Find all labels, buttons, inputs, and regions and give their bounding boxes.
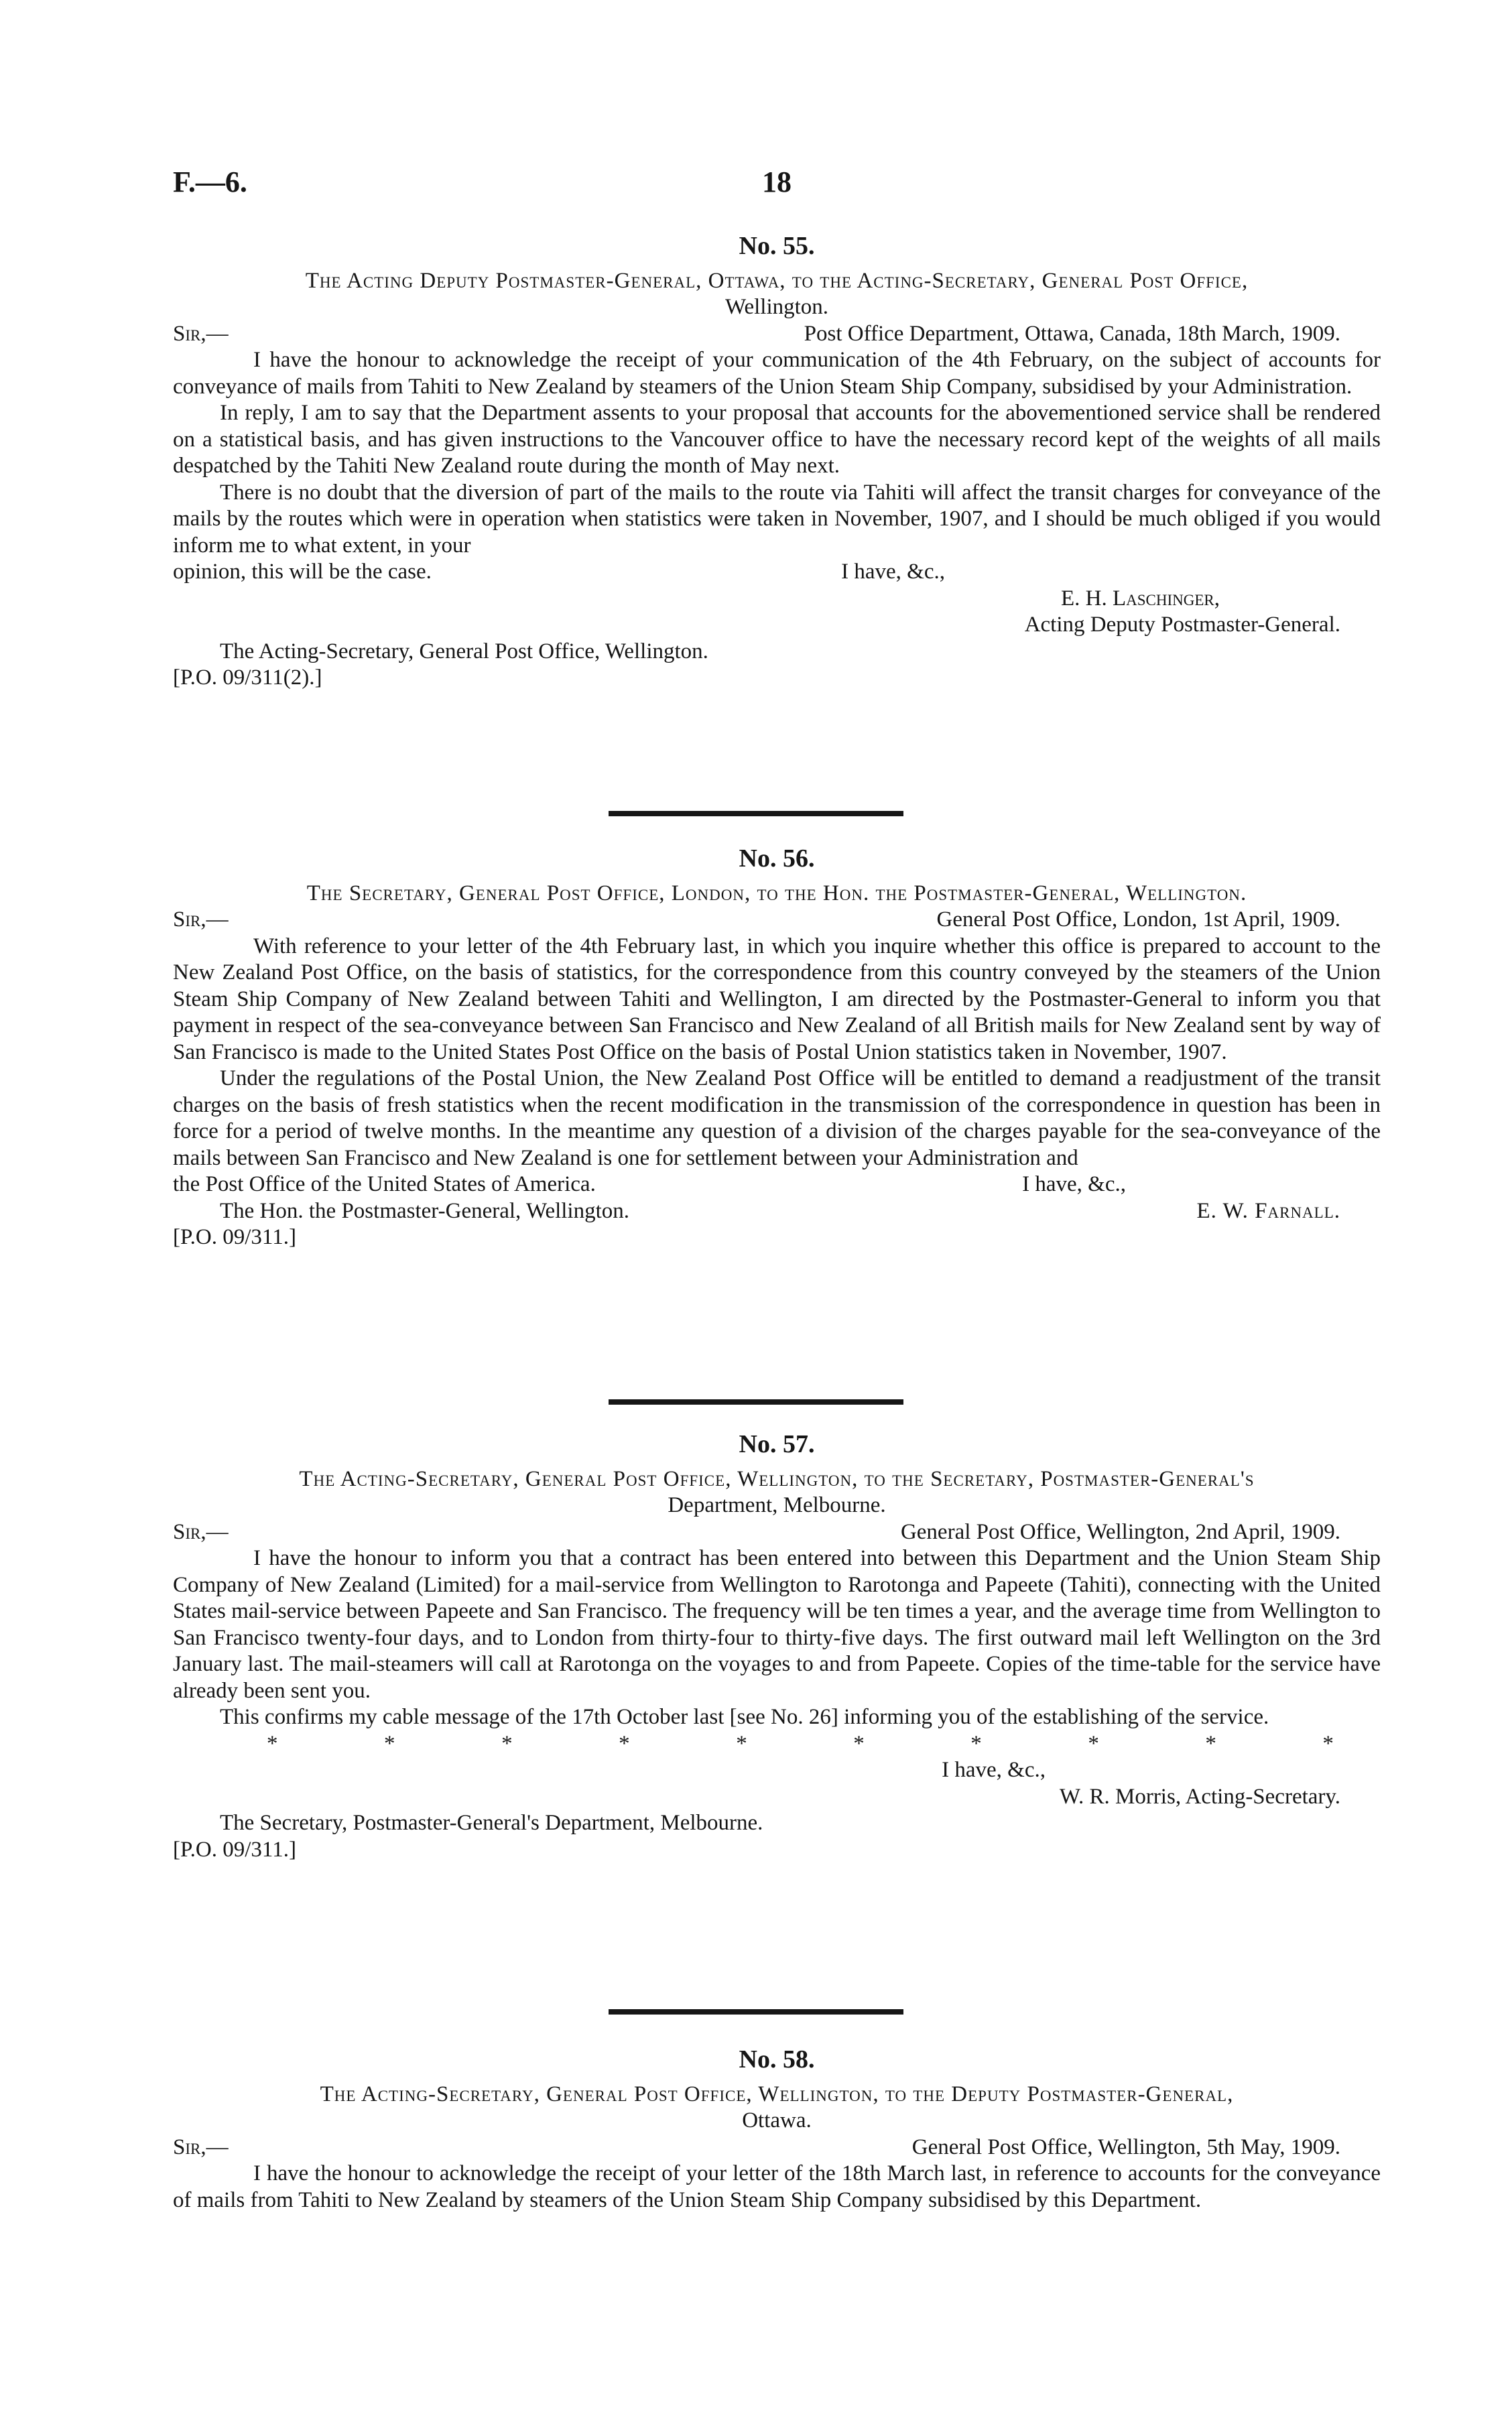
page-number: 18 (762, 166, 792, 198)
letter-heading-line-2: Ottawa. (742, 2108, 812, 2132)
letter-heading-line-1: The Secretary, General Post Office, London, to the Hon. the Postmaster-General, Wellington. (306, 881, 1247, 905)
paragraph-2: This confirms my cable message of the 17th October last [see No. 26] informing you of the establishing of the service. (220, 1705, 1269, 1729)
section-divider (609, 2009, 903, 2015)
dateline: Post Office Department, Ottawa, Canada, 18th March, 1909. (804, 321, 1340, 346)
letter-number: No. 55. (739, 232, 815, 260)
closing: I have, &c., (841, 560, 945, 584)
letter-heading-line-1: The Acting-Secretary, General Post Office, Wellington, to the Deputy Postmaster-General, (320, 2082, 1234, 2106)
letter-number: No. 57. (739, 1430, 815, 1458)
letter-55 (173, 233, 1381, 692)
section-divider (609, 811, 903, 816)
letter-57 (173, 1431, 1381, 1863)
star: * (267, 1731, 278, 1756)
dateline: General Post Office, Wellington, 2nd April, 1909. (900, 1519, 1340, 1544)
star: * (619, 1731, 630, 1756)
letter-heading-line-1: The Acting Deputy Postmaster-General, Ottawa, to the Acting-Secretary, General Post Office, (305, 268, 1249, 293)
salutation: Sir,— (173, 1519, 229, 1544)
paragraph-1: I have the honour to inform you that a contract has been entered into between this Department and the Union Steam Ship Company of New Zealand (Limited) for a mail-service from Wellington to Rarotonga and Papeete (Tahiti), connecting with the United States mail-service between Papeete and San Francisco. The frequency will be ten times a year, and the average time from Wellington to San Francisco twenty-four days, and to London from thirty-four to thirty-five days. The first outward mail left Wellington on the 3rd January last. The mail-steamers will call at Rarotonga on the voyages to and from Papeete. Copies of the time-table for the service have already been sent you. (173, 1546, 1381, 1703)
file-reference: [P.O. 09/311(2).] (173, 665, 322, 690)
salutation-row (173, 907, 1381, 934)
signature-title: Acting Deputy Postmaster-General. (1024, 613, 1340, 637)
star: * (853, 1731, 865, 1756)
signature-name: E. H. Laschinger, (1060, 586, 1220, 611)
paragraph-2: Under the regulations of the Postal Union, the New Zealand Post Office will be entitled to demand a readjustment of the transit charges on the basis of fresh statistics when the recent modification in the transmission of the correspondence in question has been in force for a period of twelve months. In the meantime any question of a division of the charges payable for the sea-conveyance of the mails between San Francisco and New Zealand is one for settlement between your Administration and (173, 1066, 1381, 1170)
star: * (1322, 1731, 1334, 1756)
ellipsis-stars (173, 1731, 1381, 1758)
closing-row (173, 559, 1381, 586)
closing: I have, &c., (1022, 1172, 1126, 1196)
addressee: The Hon. the Postmaster-General, Wellington. (220, 1198, 630, 1223)
paragraph-2: In reply, I am to say that the Department assents to your proposal that accounts for the abovementioned service shall be rendered on a statistical basis, and has given instructions to the Vancouver office to have the necessary record kept of the weights of all mails despatched by the Tahiti New Zealand route during the month of May next. (173, 401, 1381, 478)
paragraph-2-last-line: the Post Office of the United States of America. (173, 1172, 596, 1196)
signature-row (173, 1198, 1381, 1225)
signature: W. R. Morris, Acting-Secretary. (1059, 1784, 1340, 1809)
star: * (384, 1731, 395, 1756)
letter-56 (173, 846, 1381, 1251)
closing-row (173, 1171, 1381, 1198)
letter-heading-line-1: The Acting-Secretary, General Post Office, Wellington, to the Secretary, Postmaster-General's (299, 1466, 1255, 1491)
salutation-row (173, 2134, 1381, 2161)
letter-58 (173, 2047, 1381, 2214)
paragraph-1: I have the honour to acknowledge the receipt of your communication of the 4th February, on the subject of accounts for conveyance of mails from Tahiti to New Zealand by steamers of the Union Steam Ship Company, subsidised by your Administration. (173, 348, 1381, 399)
paragraph-3-last-line: opinion, this will be the case. (173, 560, 432, 584)
page-header (173, 165, 1381, 205)
star: * (736, 1731, 747, 1756)
letter-number: No. 56. (739, 844, 815, 873)
salutation: Sir,— (173, 907, 229, 932)
dateline: General Post Office, London, 1st April, 1909. (936, 907, 1340, 932)
addressee: The Secretary, Postmaster-General's Department, Melbourne. (220, 1811, 763, 1835)
star: * (501, 1731, 513, 1756)
salutation: Sir,— (173, 2134, 229, 2159)
paragraph-3: There is no doubt that the diversion of part of the mails to the route via Tahiti will affect the transit charges for conveyance of the mails by the routes which were in operation when statistics were taken in November, 1907, and I should be much obliged if you would inform me to what extent, in your (173, 480, 1381, 558)
file-reference: [P.O. 09/311.] (173, 1837, 296, 1862)
section-divider (609, 1399, 903, 1405)
letter-heading-line-2: Department, Melbourne. (668, 1493, 886, 1517)
salutation: Sir,— (173, 321, 229, 346)
paragraph-1: I have the honour to acknowledge the receipt of your letter of the 18th March last, in reference to accounts for the conveyance of mails from Tahiti to New Zealand by steamers of the Union Steam Ship Company subsidised by this Department. (173, 2161, 1381, 2212)
document-reference: F.—6. (173, 166, 247, 198)
salutation-row (173, 1519, 1381, 1546)
dateline: General Post Office, Wellington, 5th May, 1909. (911, 2134, 1340, 2159)
paragraph-1: With reference to your letter of the 4th February last, in which you inquire whether this office is prepared to account to the New Zealand Post Office, on the basis of statistics, for the correspondence from this country conveyed by the steamers of the Union Steam Ship Company of New Zealand between Tahiti and Wellington, I am directed by the Postmaster-General to inform you that payment in respect of the sea-conveyance between San Francisco and New Zealand of all British mails for New Zealand sent by way of San Francisco is made to the United States Post Office on the basis of Postal Union statistics taken in November, 1907. (173, 934, 1381, 1064)
letter-number: No. 58. (739, 2045, 815, 2074)
star: * (1205, 1731, 1216, 1756)
file-reference: [P.O. 09/311.] (173, 1225, 296, 1249)
signature-name: E. W. Farnall. (1196, 1198, 1340, 1223)
star: * (1088, 1731, 1099, 1756)
salutation-row (173, 321, 1381, 348)
letter-heading-line-2: Wellington. (724, 295, 829, 319)
star: * (970, 1731, 982, 1756)
addressee: The Acting-Secretary, General Post Office, Wellington. (220, 639, 708, 663)
closing: I have, &c., (942, 1758, 1046, 1782)
